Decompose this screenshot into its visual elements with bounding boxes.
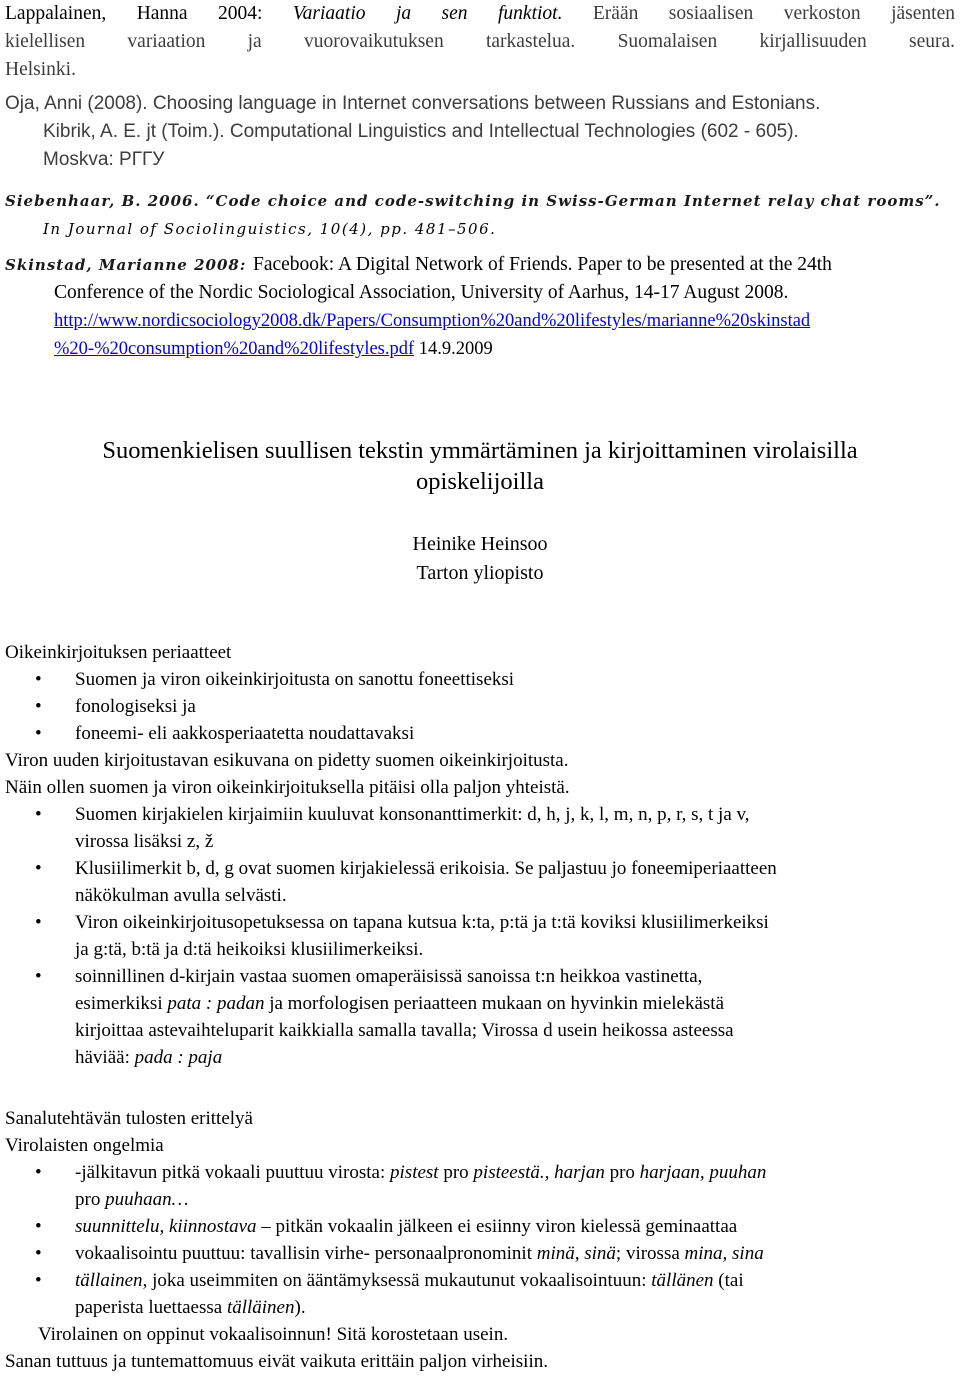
list-item-continuation	[5, 882, 955, 909]
list-item-continuation	[5, 936, 955, 963]
list-item-text	[75, 1267, 955, 1294]
reference-line: Helsinki.	[5, 59, 76, 80]
list-item-text: virossa lisäksi z, ž	[75, 831, 214, 852]
text-run: ; virossa	[615, 1243, 685, 1264]
text-run: , joka useimmiten on ääntämyksessä mukautunut vokaalisointuun:	[142, 1270, 652, 1291]
reference-line: Conference of the Nordic Sociological Association, University of Aarhus, 14-17 August 2008.	[54, 282, 789, 303]
paragraph: Sanan tuttuus ja tuntemattomuus eivät vaikuta erittäin paljon virheisiin.	[5, 1351, 548, 1372]
bullet-icon: •	[35, 966, 42, 987]
list-item-text	[75, 1240, 955, 1267]
title-line: Suomenkielisen suullisen tekstin ymmärtäminen ja kirjoittaminen virolaisilla	[102, 437, 858, 464]
text-run: paperista luettaessa	[75, 1297, 227, 1318]
example-word: tällainen	[75, 1270, 143, 1291]
example-word: tälläinen	[226, 1297, 295, 1318]
list-item-text: Klusiilimerkit b, d, g ovat suomen kirjakielessä erikoisia. Se paljastuu jo foneemiperiaatteen	[75, 858, 777, 879]
list-item-text: kirjoittaa astevaihteluparit kaikkialla samalla tavalla; Virossa d usein heikossa asteessa	[75, 1020, 734, 1041]
reference-link[interactable]: http://www.nordicsociology2008.dk/Papers/Consumption%20and%20lifestyles/marianne%20skinstad	[54, 311, 811, 331]
reference-lappalainen	[5, 0, 955, 84]
list-item	[5, 666, 955, 693]
list-item-text: Viron oikeinkirjoitusopetuksessa on tapana kutsua k:ta, p:tä ja t:tä koviksi klusiilimerkeiksi	[75, 912, 769, 933]
example-word: harjaan, puuhan	[639, 1162, 767, 1183]
bullet-icon: •	[35, 804, 42, 825]
reference-url	[5, 335, 955, 363]
list-item-text	[75, 1044, 955, 1071]
reference-author: Skinstad, Marianne 2008:	[5, 256, 247, 274]
list-item	[5, 1213, 955, 1240]
list-item	[5, 720, 955, 747]
reference-line	[5, 0, 955, 28]
list-item	[5, 801, 955, 828]
list-item-continuation	[5, 990, 955, 1017]
author-affiliation: Tarton yliopisto	[416, 562, 544, 584]
page-title	[0, 435, 960, 497]
list-item-continuation	[5, 828, 955, 855]
reference-oja	[5, 90, 955, 174]
text-run: -jälkitavun pitkä vokaali puuttuu virosta:	[75, 1162, 391, 1183]
author-block	[0, 530, 960, 588]
reference-author: Lappalainen, Hanna 2004:	[5, 3, 293, 24]
example-word: suunnittelu, kiinnostava	[75, 1216, 257, 1237]
list-item-text: Suomen kirjakielen kirjaimiin kuuluvat konsonanttimerkit: d, h, j, k, l, m, n, p, r, s, t ja v,	[75, 804, 750, 825]
text-run: vokaalisointu puuttuu: tavallisin virhe- personaalpronominit	[75, 1243, 537, 1264]
reference-line: In Journal of Sociolinguistics, 10(4), pp. 481–506.	[43, 220, 497, 238]
list-item	[5, 693, 955, 720]
example-word: minä, sinä	[536, 1243, 616, 1264]
text-run: häviää:	[75, 1047, 135, 1068]
author-name: Heinike Heinsoo	[412, 533, 548, 555]
reference-skinstad	[5, 251, 955, 363]
bullet-icon: •	[35, 669, 42, 690]
reference-line: Moskva: РГГУ	[43, 149, 165, 170]
reference-line: Oja, Anni (2008). Choosing language in Internet conversations between Russians and Estonians.	[5, 93, 821, 114]
reference-line: Siebenhaar, B. 2006. “Code choice and code-switching in Swiss-German Internet relay chat rooms”.	[5, 192, 941, 210]
text-run: pro	[75, 1189, 106, 1210]
bullet-icon: •	[35, 1216, 42, 1237]
reference-title: Variaatio ja sen funktiot.	[292, 3, 563, 24]
reference-text: Facebook: A Digital Network of Friends. Paper to be presented at the 24th	[253, 254, 832, 275]
list-item-text: soinnillinen d-kirjain vastaa suomen omaperäisissä sanoissa t:n heikkoa vastinetta,	[75, 966, 703, 987]
list-item-text	[75, 1159, 955, 1186]
list-item-text	[75, 1213, 955, 1240]
bullet-icon: •	[35, 1270, 42, 1291]
list-item	[5, 909, 955, 936]
example-word: pistest	[390, 1162, 439, 1183]
title-line: opiskelijoilla	[416, 468, 544, 495]
example-word: puuhaan…	[105, 1189, 189, 1210]
paragraph: Viron uuden kirjoitustavan esikuvana on pidetty suomen oikeinkirjoitusta.	[5, 750, 569, 771]
list-item	[5, 1240, 955, 1267]
list-item-continuation	[5, 1294, 955, 1321]
bullet-icon: •	[35, 1162, 42, 1183]
reference-url[interactable]	[5, 307, 955, 335]
section-orthography	[5, 639, 955, 1071]
list-item	[5, 1159, 955, 1186]
text-run: ).	[294, 1297, 306, 1318]
bullet-icon: •	[35, 696, 42, 717]
list-item	[5, 963, 955, 990]
list-item-text	[75, 1186, 955, 1213]
paragraph: Näin ollen suomen ja viron oikeinkirjoituksella pitäisi olla paljon yhteistä.	[5, 777, 570, 798]
example-word: pada : paja	[134, 1047, 223, 1068]
bullet-icon: •	[35, 912, 42, 933]
example-word: mina, sina	[684, 1243, 764, 1264]
list-item-text	[75, 1294, 955, 1321]
example-word: pisteestä., harjan	[473, 1162, 605, 1183]
bullet-icon: •	[35, 858, 42, 879]
list-item-text	[75, 990, 955, 1017]
list-item-text: näkökulman avulla selvästi.	[75, 885, 287, 906]
example-word: tällänen	[651, 1270, 714, 1291]
list-item-continuation	[5, 1017, 955, 1044]
paragraph: Virolainen on oppinut vokaalisoinnun! Sitä korostetaan usein.	[38, 1324, 509, 1345]
text-run: pro	[438, 1162, 474, 1183]
list-item-text: ja g:tä, b:tä ja d:tä heikoiksi klusiilimerkeiksi.	[75, 939, 424, 960]
list-item-text: fonologiseksi ja	[75, 696, 196, 717]
list-item-text: Suomen ja viron oikeinkirjoitusta on sanottu foneettiseksi	[75, 669, 515, 690]
text-run: pro	[604, 1162, 640, 1183]
section-results	[5, 1105, 955, 1375]
section-heading: Oikeinkirjoituksen periaatteet	[5, 642, 232, 663]
reference-line: Kibrik, A. E. jt (Toim.). Computational Linguistics and Intellectual Technologies (602 - 605).	[43, 121, 799, 142]
example-word: pata : padan	[167, 993, 265, 1014]
list-item	[5, 855, 955, 882]
text-run: esimerkiksi	[75, 993, 168, 1014]
reference-date: 14.9.2009	[414, 339, 493, 359]
list-item-continuation	[5, 1044, 955, 1071]
text-run: – pitkän vokaalin jälkeen ei esiinny viron kielessä geminaattaa	[256, 1216, 738, 1237]
section-heading: Sanalutehtävän tulosten erittelyä	[5, 1108, 253, 1129]
text-run: (tai	[713, 1270, 744, 1291]
reference-text: Erään sosiaalisen verkoston jäsenten	[562, 3, 955, 24]
reference-siebenhaar	[5, 187, 955, 243]
reference-link[interactable]: %20-%20consumption%20and%20lifestyles.pdf	[54, 339, 415, 359]
list-item-continuation	[5, 1186, 955, 1213]
list-item	[5, 1267, 955, 1294]
section-subheading: Virolaisten ongelmia	[5, 1135, 164, 1156]
bullet-icon: •	[35, 1243, 42, 1264]
reference-line: kielellisen variaation ja vuorovaikutuksen tarkastelua. Suomalaisen kirjallisuuden seura.	[5, 31, 955, 52]
list-item-text: foneemi- eli aakkosperiaatetta noudattavaksi	[75, 723, 415, 744]
reference-line	[5, 251, 955, 279]
text-run: ja morfologisen periaatteen mukaan on hyvinkin mielekästä	[264, 993, 725, 1014]
bullet-icon: •	[35, 723, 42, 744]
